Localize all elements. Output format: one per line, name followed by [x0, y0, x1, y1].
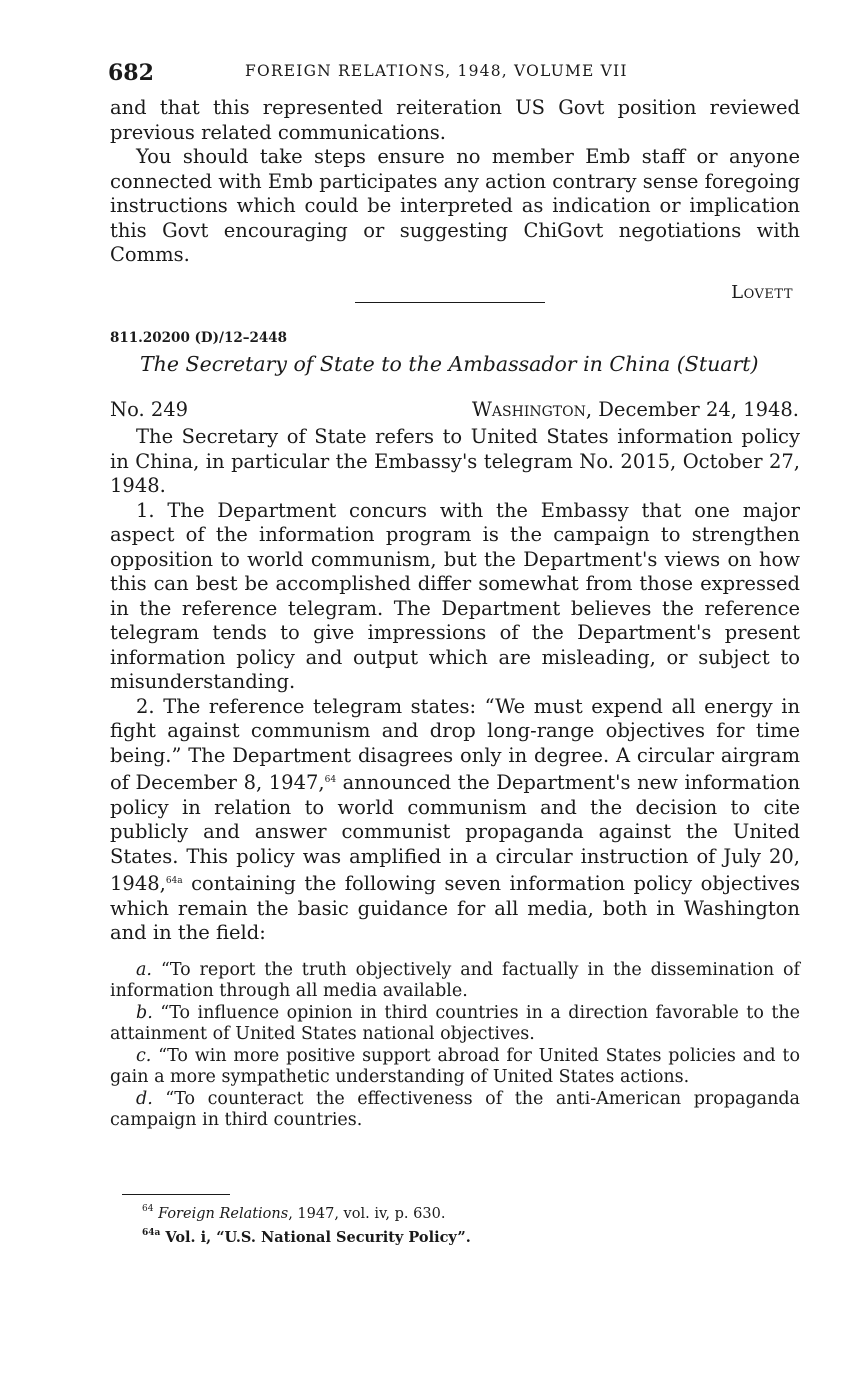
document-number: No. 249	[110, 398, 189, 421]
footnote-ref-64a: 64a	[165, 876, 183, 886]
footnote-64a	[142, 1224, 471, 1247]
footnote-text: , 1947, vol. iv, p. 630.	[288, 1206, 446, 1222]
paragraph-1: 1. The Department concurs with the Embassy that one major aspect of the information program is the campaign to strengthen opposition to world communism, but the Department's views on how this can best be accomplished differ somewhat from those expressed in the reference telegram. The Department believes the reference telegram tends to give impressions of the Department's present information policy and output which are misleading, or subject to misunderstanding.	[110, 498, 800, 693]
footnotes	[142, 1200, 471, 1247]
section-divider	[355, 302, 545, 303]
footnote-rule	[122, 1194, 230, 1195]
paragraph-2-part-c: containing the following seven information policy objectives which remain the basic guidance for all media, both in Washington and in the field:	[110, 872, 800, 944]
paragraph-2	[110, 695, 800, 946]
footnote-64	[142, 1200, 471, 1224]
list-item	[110, 960, 800, 1003]
objectives-list	[110, 960, 800, 1132]
intro-paragraph: The Secretary of State refers to United States information policy in China, in particular the Embassy's telegram No. 2015, October 27, 1948.	[110, 425, 800, 497]
item-letter: b.	[136, 1002, 153, 1023]
item-text: “To influence opinion in third countries in a direction favorable to the attainment of United States national objectives.	[110, 1002, 800, 1044]
document-body	[110, 425, 800, 1132]
item-text: “To win more positive support abroad for United States policies and to gain a more sympathetic understanding of United States actions.	[110, 1045, 800, 1087]
footnote-title: Foreign Relations	[158, 1206, 289, 1222]
footnote-text: Vol. i, “U.S. National Security Policy”.	[165, 1229, 471, 1246]
date: December 24, 1948.	[598, 398, 799, 421]
item-letter: a.	[136, 959, 152, 980]
paragraph-2-part-b: announced the Department's new information policy in relation to world communism and the decision to cite publicly and answer communist propaganda against the United States. This policy was amplified in a circular instruction of July 20, 1948,	[110, 771, 800, 895]
footnote-mark: 64a	[142, 1228, 161, 1238]
list-item	[110, 1046, 800, 1089]
previous-document-text	[110, 96, 800, 268]
paragraph: and that this represented reiteration US Govt position reviewed previous related communications.	[110, 96, 800, 144]
running-title: FOREIGN RELATIONS, 1948, VOLUME VII	[245, 62, 628, 80]
paragraph-2-part-a: 2. The reference telegram states: “We must expend all energy in fight against communism and drop long-range objectives for time being.” The Department disagrees only in degree. A circular airgram of December 8, 1947,	[110, 694, 800, 794]
footnote-mark: 64	[142, 1204, 154, 1214]
list-item	[110, 1003, 800, 1046]
item-text: “To report the truth objectively and factually in the dissemination of information through all media available.	[110, 959, 800, 1001]
document-title: The Secretary of State to the Ambassador in China (Stuart)	[140, 352, 759, 376]
page-number: 682	[108, 60, 154, 86]
footnote-ref-64: 64	[324, 775, 337, 785]
list-item	[110, 1089, 800, 1132]
item-letter: d.	[136, 1088, 153, 1109]
item-letter: c.	[136, 1045, 152, 1066]
signature-lovett: Lovett	[731, 282, 793, 303]
dateline	[472, 398, 799, 421]
place: Washington,	[471, 398, 593, 421]
paragraph: You should take steps ensure no member Emb staff or anyone connected with Emb participates any action contrary sense foregoing instructions which could be interpreted as indication or implication this Govt encouraging or suggesting ChiGovt negotiations with Comms.	[110, 145, 800, 266]
item-text: “To counteract the effectiveness of the anti-American propaganda campaign in third countries.	[110, 1088, 800, 1130]
file-number: 811.20200 (D)/12–2448	[110, 330, 288, 346]
